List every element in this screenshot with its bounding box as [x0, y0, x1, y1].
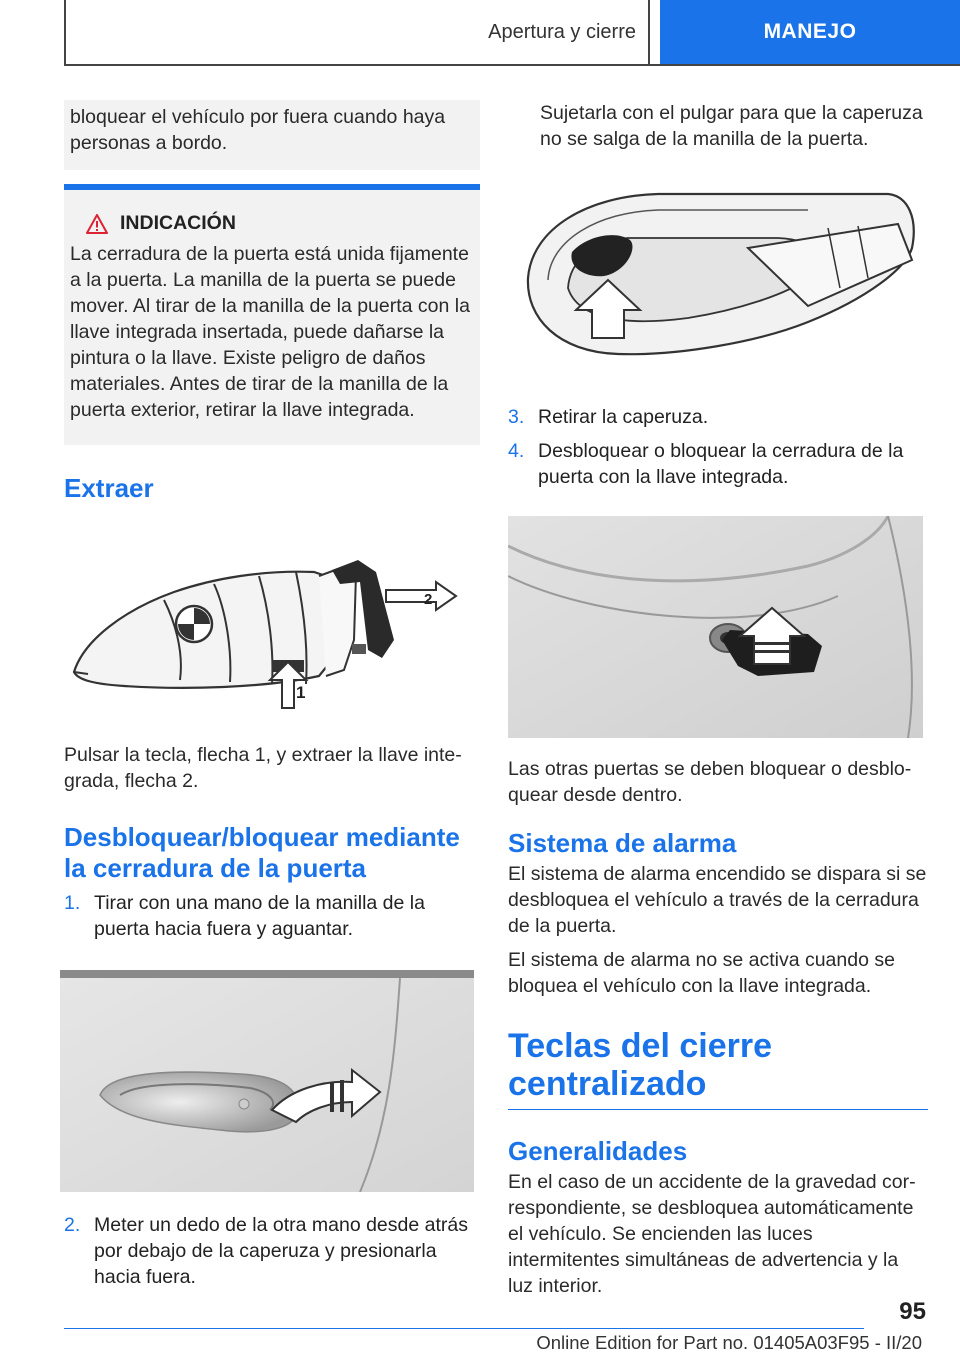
- step-4: [508, 438, 928, 490]
- heading-extraer: Extraer: [64, 473, 154, 503]
- step-1-number: 1.: [64, 892, 81, 914]
- page-number: 95: [899, 1298, 926, 1325]
- step-1: [64, 890, 480, 942]
- header-rule: [64, 64, 960, 66]
- cap-removal-illustration: [508, 188, 928, 368]
- general-text: En el caso de un accidente de la gravedad correspondiente, se desbloquea automáticamente el vehículo. Se encienden las luces intermitentes simultáneas de advertencia y la luz interior.: [508, 1171, 916, 1297]
- footer-rule: [64, 1328, 864, 1329]
- heading-central-locking: Teclas del cierre centralizado: [508, 1027, 928, 1110]
- notice-title: [70, 212, 474, 235]
- alarm-text-1: El sistema de alarma encendido se dispara si se desbloquea el vehículo a través de la cerradura de la puerta.: [508, 863, 927, 937]
- step-4-number: 4.: [508, 440, 525, 462]
- notice-title-text: INDICACIÓN: [120, 212, 236, 234]
- step-2-number: 2.: [64, 1214, 81, 1236]
- right-column: [508, 100, 928, 1299]
- other-doors-text: Las otras puertas se deben bloquear o desbloquear desde dentro.: [508, 758, 912, 806]
- key-arrow-label-1: 1: [296, 683, 306, 702]
- warning-triangle-icon: [86, 214, 108, 234]
- continued-text: bloquear el vehículo por fuera cuando haya personas a bordo.: [70, 106, 446, 154]
- step-2: [64, 1212, 480, 1290]
- step-3: [508, 404, 928, 430]
- key-arrow-label-2: 2: [424, 591, 433, 608]
- step-3-number: 3.: [508, 406, 525, 428]
- notice-box: [64, 184, 480, 445]
- door-handle-photo: [60, 970, 474, 1192]
- heading-general: Generalidades: [508, 1136, 688, 1166]
- step-3-text: Retirar la caperuza.: [538, 406, 709, 428]
- key-extraction-illustration: [64, 520, 480, 720]
- step-2-text: Meter un dedo de la otra mano desde atrás por debajo de la caperuza y presionarla hacia fuera.: [94, 1214, 468, 1288]
- key-in-lock-photo: [508, 516, 923, 738]
- step-4-text: Desbloquear o bloquear la cerradura de la puerta con la llave integrada.: [538, 440, 904, 488]
- header-chapter-tab[interactable]: MANEJO: [660, 0, 960, 64]
- cap-hold-text: Sujetarla con el pulgar para que la caperuza no se salga de la manilla de la puerta.: [540, 102, 923, 150]
- heading-lock-door: Desbloquear/bloquear mediante la cerradura de la puerta: [64, 822, 460, 883]
- footer-edition: Online Edition for Part no. 01405A03F95 - II/20: [536, 1332, 922, 1353]
- continued-warning-box: [64, 100, 480, 170]
- notice-body: La cerradura de la puerta está unida fijamente a la puerta. La manilla de la puerta se puede mover. Al tirar de la manilla de la puerta con la llave integrada insertada, puede dañarse la pintura o la llave. Existe peligro de daños materiales. Antes de tirar de la manilla de la puerta exterior, retirar la llave integrada.: [70, 243, 470, 421]
- left-column: [64, 100, 480, 1290]
- extraer-text: Pulsar la tecla, flecha 1, y extraer la llave integrada, flecha 2.: [64, 744, 462, 792]
- header-section-title: Apertura y cierre: [488, 20, 636, 43]
- heading-alarm: Sistema de alarma: [508, 828, 737, 858]
- alarm-text-2: El sistema de alarma no se activa cuando se bloquea el vehículo con la llave integrada.: [508, 949, 895, 997]
- step-1-text: Tirar con una mano de la manilla de la puerta hacia fuera y aguantar.: [94, 892, 425, 940]
- header-divider-mid: [648, 0, 650, 66]
